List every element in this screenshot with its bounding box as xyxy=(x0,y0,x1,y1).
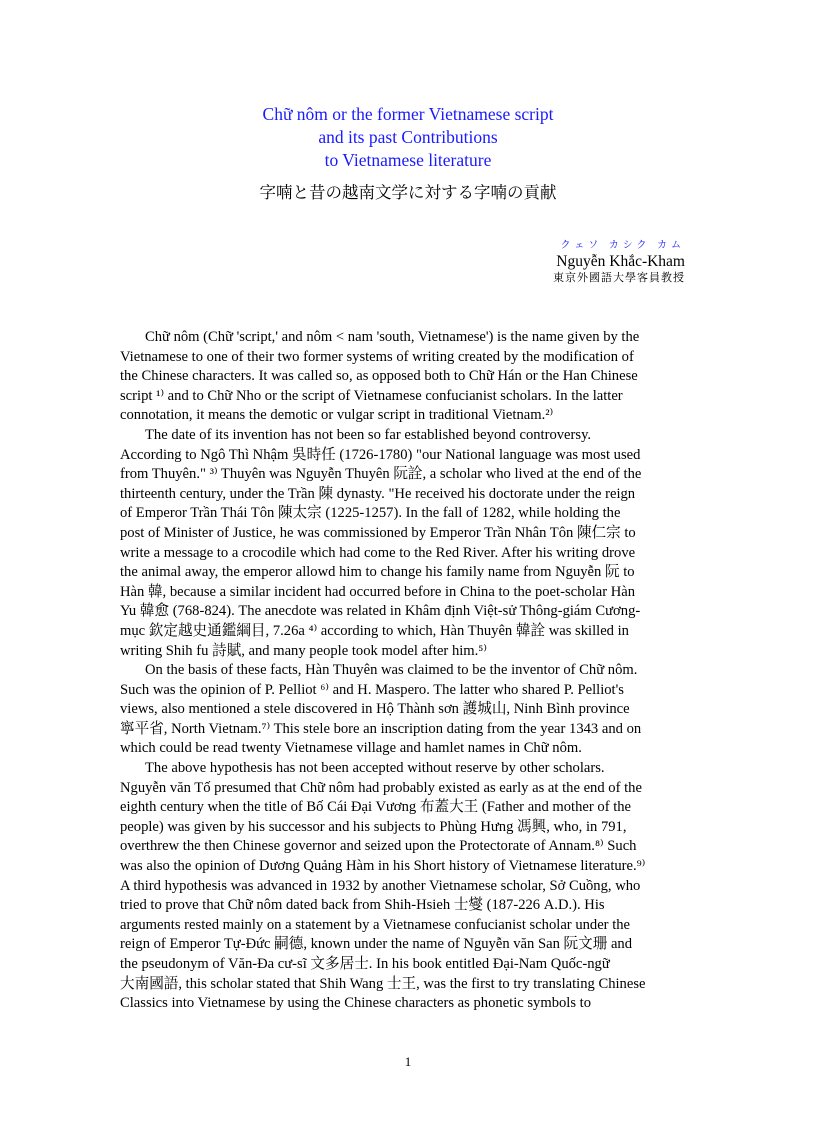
title-line-1: Chữ nôm or the former Vietnamese script xyxy=(262,104,554,124)
paragraph-line: arguments rested mainly on a statement by a Vietnamese confucianist scholar under the xyxy=(120,916,631,933)
paragraph-line: reign of Emperor Tự-Đức 嗣德, known under the name of Nguyễn văn San 阮文珊 and xyxy=(120,936,633,953)
paragraph-line: the animal away, the emperor allowd him to change his family name from Nguyễn 阮 to xyxy=(120,564,635,581)
paragraph-line: from Thuyên." ³⁾ Thuyên was Nguyễn Thuyên 阮詮, a scholar who lived at the end of the xyxy=(120,466,642,483)
author-block xyxy=(553,240,685,286)
paragraph-line: 寧平省, North Vietnam.⁷⁾ This stele bore an inscription dating from the year 1343 and on xyxy=(120,720,642,737)
paragraph-line: Yu 韓愈 (768-824). The anecdote was related in Khâm định Việt-sử Thông-giám Cương- xyxy=(120,603,641,620)
page-number: 1 xyxy=(404,1054,412,1069)
paragraph-line: of Emperor Trần Thái Tôn 陳太宗 (1225-1257). In the fall of 1282, while holding the xyxy=(120,505,621,522)
paragraph-line: write a message to a crocodile which had come to the Red River. After his writing drove xyxy=(120,544,636,561)
paragraph-line: script ¹⁾ and to Chữ Nho or the script of Vietnamese confucianist scholars. In the latter xyxy=(120,387,623,404)
paragraph-line: which could be read twenty Vietnamese village and hamlet names in Chữ nôm. xyxy=(120,740,582,757)
title-line-2: and its past Contributions xyxy=(318,127,498,147)
paragraph-line: Hàn 韓, because a similar incident had occurred before in China to the poet-scholar Hàn xyxy=(120,583,636,600)
paragraph-line: eighth century when the title of Bố Cái Đại Vương 布蓋大王 (Father and mother of the xyxy=(120,799,632,816)
paragraph-line: overthrew the then Chinese governor and seized upon the Protectorate of Annam.⁸⁾ Such xyxy=(120,838,637,855)
paragraph-line: writing Shih fu 詩賦, and many people took model after him.⁵⁾ xyxy=(120,642,487,659)
paragraph-line: the pseudonym of Văn-Đa cư-sĩ 文多居士. In his book entitled Đại-Nam Quốc-ngữ xyxy=(120,956,610,972)
paragraph-line: tried to prove that Chữ nôm dated back from Shih-Hsieh 士燮 (187-226 A.D.). His xyxy=(120,897,605,914)
title-block xyxy=(0,103,816,204)
paragraph-line: 大南國語, this scholar stated that Shih Wang 士王, was the first to try translating Chinese xyxy=(120,975,646,992)
paragraph-line: the Chinese characters. It was called so, as opposed both to Chữ Hán or the Han Chinese xyxy=(120,368,638,385)
author-affiliation: 東京外國語大學客員教授 xyxy=(553,272,685,284)
paragraph-line: was also the opinion of Dương Quảng Hàm in his Short history of Vietnamese literature.⁹⁾ xyxy=(120,858,646,875)
paragraph-line: Chữ nôm (Chữ 'script,' and nôm < nam 'south, Vietnamese') is the name given by the xyxy=(145,329,640,345)
body-text xyxy=(120,328,702,1014)
author-ruby: クェソ カシク カム xyxy=(560,240,685,251)
paragraph-line: people) was given by his successor and his subjects to Phùng Hưng 馮興, who, in 791, xyxy=(120,818,627,835)
author-name: Nguyễn Khắc-Kham xyxy=(556,253,685,270)
title-line-3: to Vietnamese literature xyxy=(324,150,492,170)
japanese-title: 字喃と昔の越南文学に対する字喃の貢献 xyxy=(259,183,557,202)
paragraph-line: views, also mentioned a stele discovered in Hộ Thành sơn 護城山, Ninh Bình province xyxy=(120,701,630,718)
paragraph-line: mục 欽定越史通鑑綱目, 7.26a ⁴⁾ according to which, Hàn Thuyên 韓詮 was skilled in xyxy=(120,622,629,639)
paragraph-line: Vietnamese to one of their two former systems of writing created by the modification of xyxy=(120,348,634,365)
paragraph-line: Nguyễn văn Tố presumed that Chữ nôm had probably existed as early as at the end of the xyxy=(120,779,642,796)
paragraph-line: The above hypothesis has not been accepted without reserve by other scholars. xyxy=(145,760,605,777)
paragraph-line: The date of its invention has not been so far established beyond controversy. xyxy=(145,426,592,443)
paragraph-line: A third hypothesis was advanced in 1932 by another Vietnamese scholar, Sở Cuồng, who xyxy=(120,877,641,894)
paragraph-line: Classics into Vietnamese by using the Chinese characters as phonetic symbols to xyxy=(120,995,592,1012)
paragraph-line: thirteenth century, under the Trần 陳 dynasty. "He received his doctorate under the reign xyxy=(120,485,636,502)
paragraph-line: post of Minister of Justice, he was commissioned by Emperor Trần Nhân Tôn 陳仁宗 to xyxy=(120,524,636,541)
paragraph-line: On the basis of these facts, Hàn Thuyên was claimed to be the inventor of Chữ nôm. xyxy=(145,662,638,679)
paragraph-line: Such was the opinion of P. Pelliot ⁶⁾ and H. Maspero. The latter who shared P. Pelliot's xyxy=(120,681,624,698)
paragraph-line: connotation, it means the demotic or vulgar script in traditional Vietnam.²⁾ xyxy=(120,407,554,424)
paragraph-line: According to Ngô Thì Nhậm 吳時任 (1726-1780) "our National language was most used xyxy=(120,446,641,463)
